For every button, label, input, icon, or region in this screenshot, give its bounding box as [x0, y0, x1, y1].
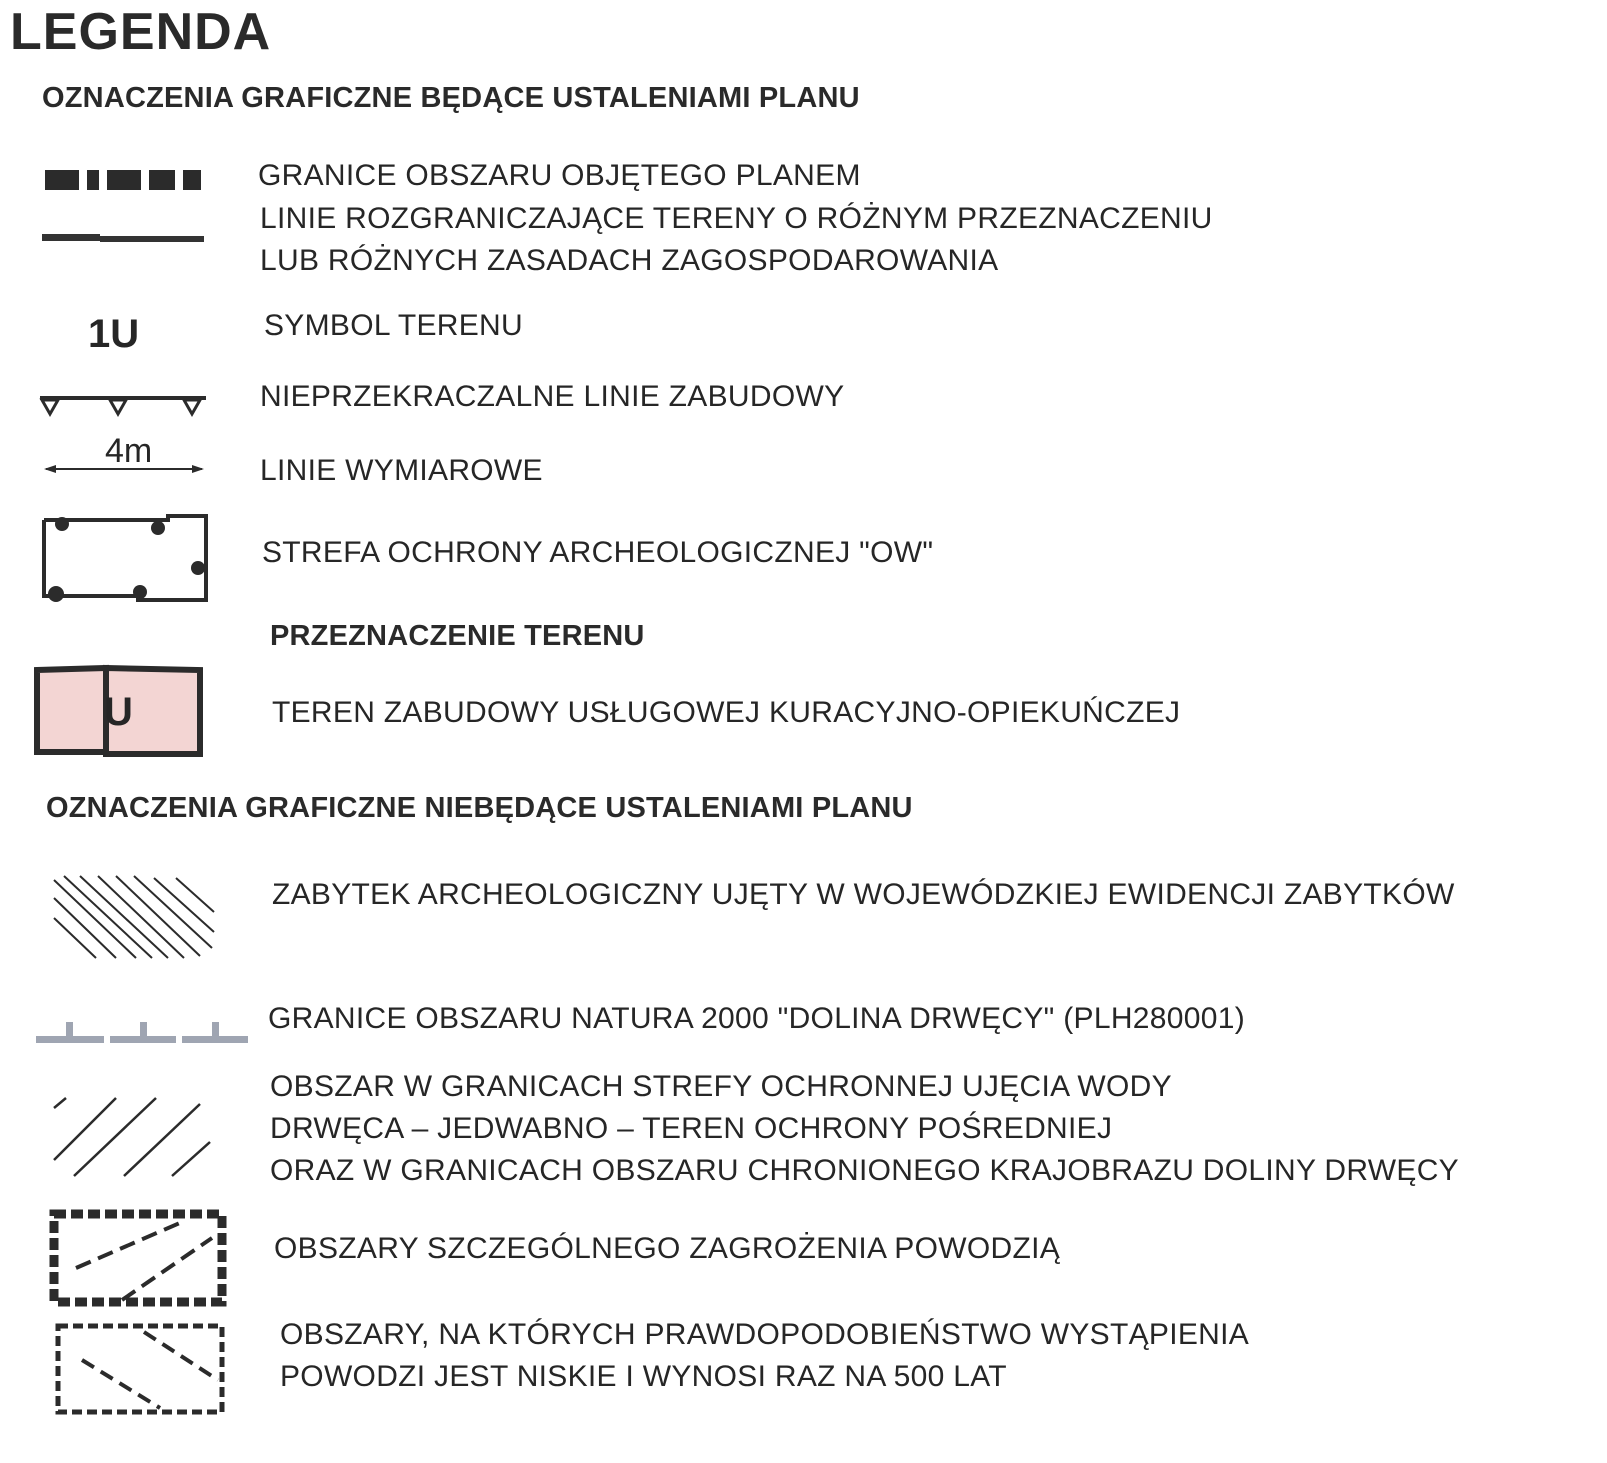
subsection-land-use-heading: PRZEZNACZENIE TERENU	[270, 620, 645, 652]
flood-risk-low-frame-icon	[52, 1320, 230, 1418]
plan-boundary-dashed-bar-icon	[45, 168, 205, 192]
water-protection-hatch-icon	[50, 1094, 218, 1184]
legend-label-water-protection-2: DRWĘCA – JEDWABNO – TEREN OCHRONY POŚREDNIEJ	[270, 1112, 1113, 1145]
legend-label-building-lines: NIEPRZEKRACZALNE LINIE ZABUDOWY	[260, 380, 845, 413]
legend-label-plan-boundary: GRANICE OBSZARU OBJĘTEGO PLANEM	[258, 159, 861, 192]
archaeological-monument-hatch-icon	[50, 874, 220, 964]
archaeological-zone-dotted-frame-icon	[38, 512, 213, 607]
legend-label-flood-risk-low-2: POWODZI JEST NISKIE I WYNOSI RAZ NA 500 LAT	[280, 1360, 1007, 1393]
legend-label-water-protection: OBSZAR W GRANICACH STREFY OCHRONNEJ UJĘCIA WODY	[270, 1070, 1172, 1103]
dimension-value: 4m	[105, 432, 153, 470]
dividing-line-icon	[42, 232, 207, 244]
legend-label-flood-risk-low: OBSZARY, NA KTÓRYCH PRAWDOPODOBIEŃSTWO WYSTĄPIENIA	[280, 1318, 1250, 1351]
dimension-line-icon	[42, 462, 207, 476]
flood-risk-high-frame-icon	[48, 1208, 230, 1308]
legend-label-natura-2000: GRANICE OBSZARU NATURA 2000 "DOLINA DRWĘCY" (PLH280001)	[268, 1002, 1245, 1035]
legend-title: LEGENDA	[10, 3, 272, 61]
legend-label-service-area: TEREN ZABUDOWY USŁUGOWEJ KURACYJNO-OPIEKUŃCZEJ	[272, 696, 1181, 729]
legend-label-water-protection-3: ORAZ W GRANICACH OBSZARU CHRONIONEGO KRAJOBRAZU DOLINY DRWĘCY	[270, 1154, 1459, 1187]
legend-label-archaeological-zone: STREFA OCHRONY ARCHEOLOGICZNEJ "OW"	[262, 536, 934, 569]
legend-label-terrain-symbol: SYMBOL TERENU	[264, 309, 523, 342]
legend-label-flood-risk-high: OBSZARY SZCZEGÓLNEGO ZAGROŻENIA POWODZIĄ	[274, 1232, 1061, 1265]
service-area-code: U	[104, 690, 133, 734]
legend-label-dividing-lines-2: LUB RÓŻNYCH ZASADACH ZAGOSPODAROWANIA	[260, 244, 999, 277]
legend-label-archaeological-monument: ZABYTEK ARCHEOLOGICZNY UJĘTY W WOJEWÓDZKIEJ EWIDENCJI ZABYTKÓW	[272, 878, 1455, 911]
section-nonbinding-heading: OZNACZENIA GRAFICZNE NIEBĘDĄCE USTALENIAMI PLANU	[46, 792, 913, 824]
building-line-triangles-icon	[38, 392, 208, 422]
legend-label-dimension-lines: LINIE WYMIAROWE	[260, 454, 543, 487]
terrain-symbol-icon: 1U	[88, 312, 140, 356]
legend-label-dividing-lines: LINIE ROZGRANICZAJĄCE TERENY O RÓŻNYM PRZEZNACZENIU	[260, 202, 1213, 235]
section-binding-heading: OZNACZENIA GRAFICZNE BĘDĄCE USTALENIAMI PLANU	[42, 82, 860, 114]
natura-2000-boundary-icon	[36, 1016, 251, 1048]
